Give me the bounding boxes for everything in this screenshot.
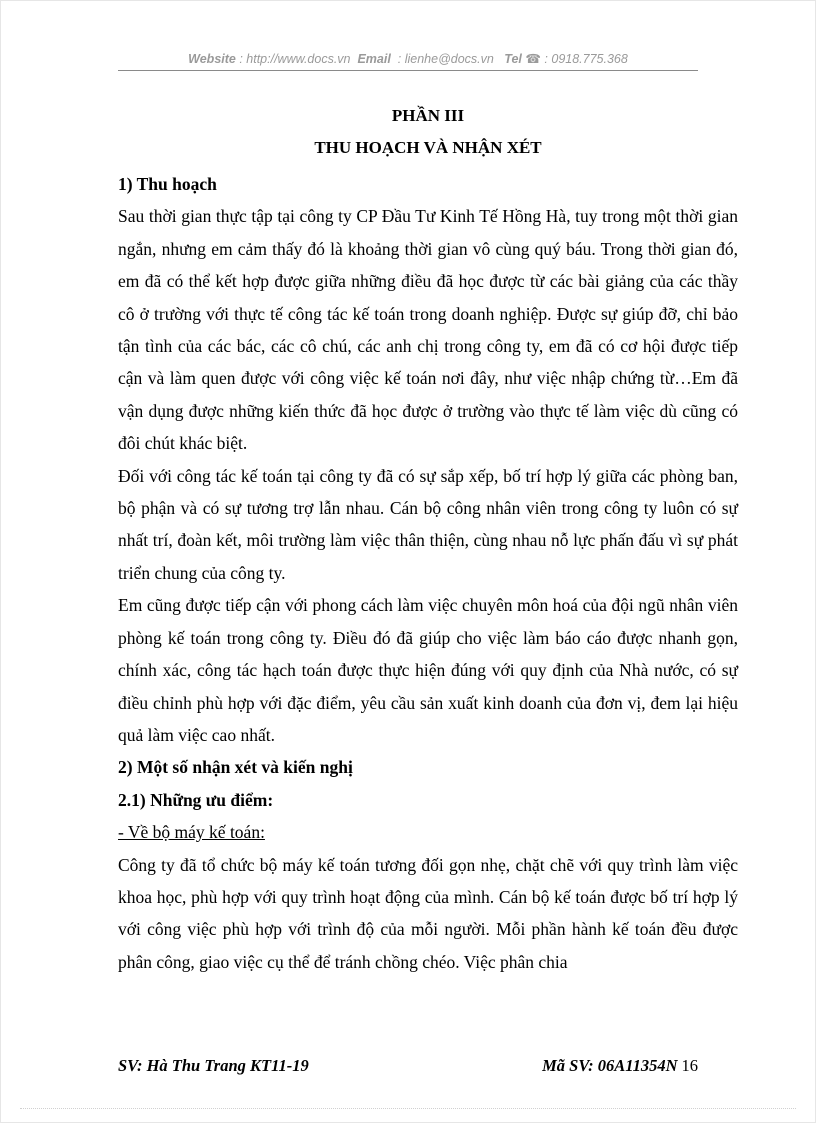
section-2-paragraph-1: Công ty đã tổ chức bộ máy kế toán tương đối gọn nhẹ, chặt chẽ với quy trình làm việc khoa học, phù hợp với quy trình hoạt động của mình. Cán bộ kế toán được bố trí hợp lý với công việc phù hợp với trình độ của mỗi người. Mỗi phần hành kế toán đều được phân công, giao việc cụ thể để tránh chồng chéo. Việc phân chia [118,854,738,972]
section-2-heading: 2) Một số nhận xét và kiến nghị [118,757,353,778]
section-1-paragraph-1: Sau thời gian thực tập tại công ty CP Đầu Tư Kinh Tế Hồng Hà, tuy trong một thời gian ngắn, nhưng em cảm thấy đó là khoảng thời gian vô cùng quý báu. Trong thời gian đó, em đã có thể kết hợp được giữa những điều đã học được từ các bài giảng của các thầy cô ở trường với thực tế công tác kế toán trong doanh nghiệp. Được sự giúp đỡ, chỉ bảo tận tình của các bác, các cô chú, các anh chị trong công ty, em đã có cơ hội được tiếp cận và làm quen được với công việc kế toán nơi đây, như việc nhập chứng từ…Em đã vận dụng được những kiến thức đã học được ở trường vào thực tế làm việc dù cũng có đôi chút khác biệt. [118,206,738,454]
tel-text: ☎ : 0918.775.368 [525,52,628,66]
footer-right [542,1056,698,1076]
footer-student: SV: Hà Thu Trang KT11-19 [118,1056,309,1075]
bottom-divider [20,1108,796,1109]
document-body [118,168,738,978]
page-header [118,51,698,66]
main-title: THU HOẠCH VÀ NHẬN XÉT [314,138,542,157]
website-text: : http://www.docs.vn [239,52,351,66]
email-label: Email [357,52,391,66]
section-1-paragraph-3: Em cũng được tiếp cận với phong cách làm việc chuyên môn hoá của đội ngũ nhân viên phòng kế toán trong công ty. Điều đó đã giúp cho việc làm báo cáo được nhanh gọn, chính xác, công tác hạch toán được thực hiện đúng với quy định của Nhà nước, có sự điều chỉnh phù hợp với đặc điểm, yêu cầu sản xuất kinh doanh của đơn vị, đem lại hiệu quả làm việc cao nhất. [118,595,738,745]
section-1-paragraph-2: Đối với công tác kế toán tại công ty đã có sự sắp xếp, bố trí hợp lý giữa các phòng ban, bộ phận và có sự tương trợ lẫn nhau. Cán bộ công nhân viên trong công ty luôn có sự nhất trí, đoàn kết, môi trường làm việc thân thiện, cùng nhau nỗ lực phấn đấu vì sự phát triển chung của công ty. [118,465,738,583]
footer-student-id: Mã SV: 06A11354N [542,1056,678,1075]
header-rule [118,70,698,71]
email-text: : lienhe@docs.vn [397,52,494,66]
accounting-apparatus-item: - Về bộ máy kế toán: [118,822,265,843]
tel-label: Tel [504,52,522,66]
page-number: 16 [681,1056,698,1075]
section-2-1-heading: 2.1) Những ưu điểm: [118,789,274,810]
website-label: Website [188,52,236,66]
section-1-heading: 1) Thu hoạch [118,174,217,194]
part-title: PHẦN III [391,106,465,125]
